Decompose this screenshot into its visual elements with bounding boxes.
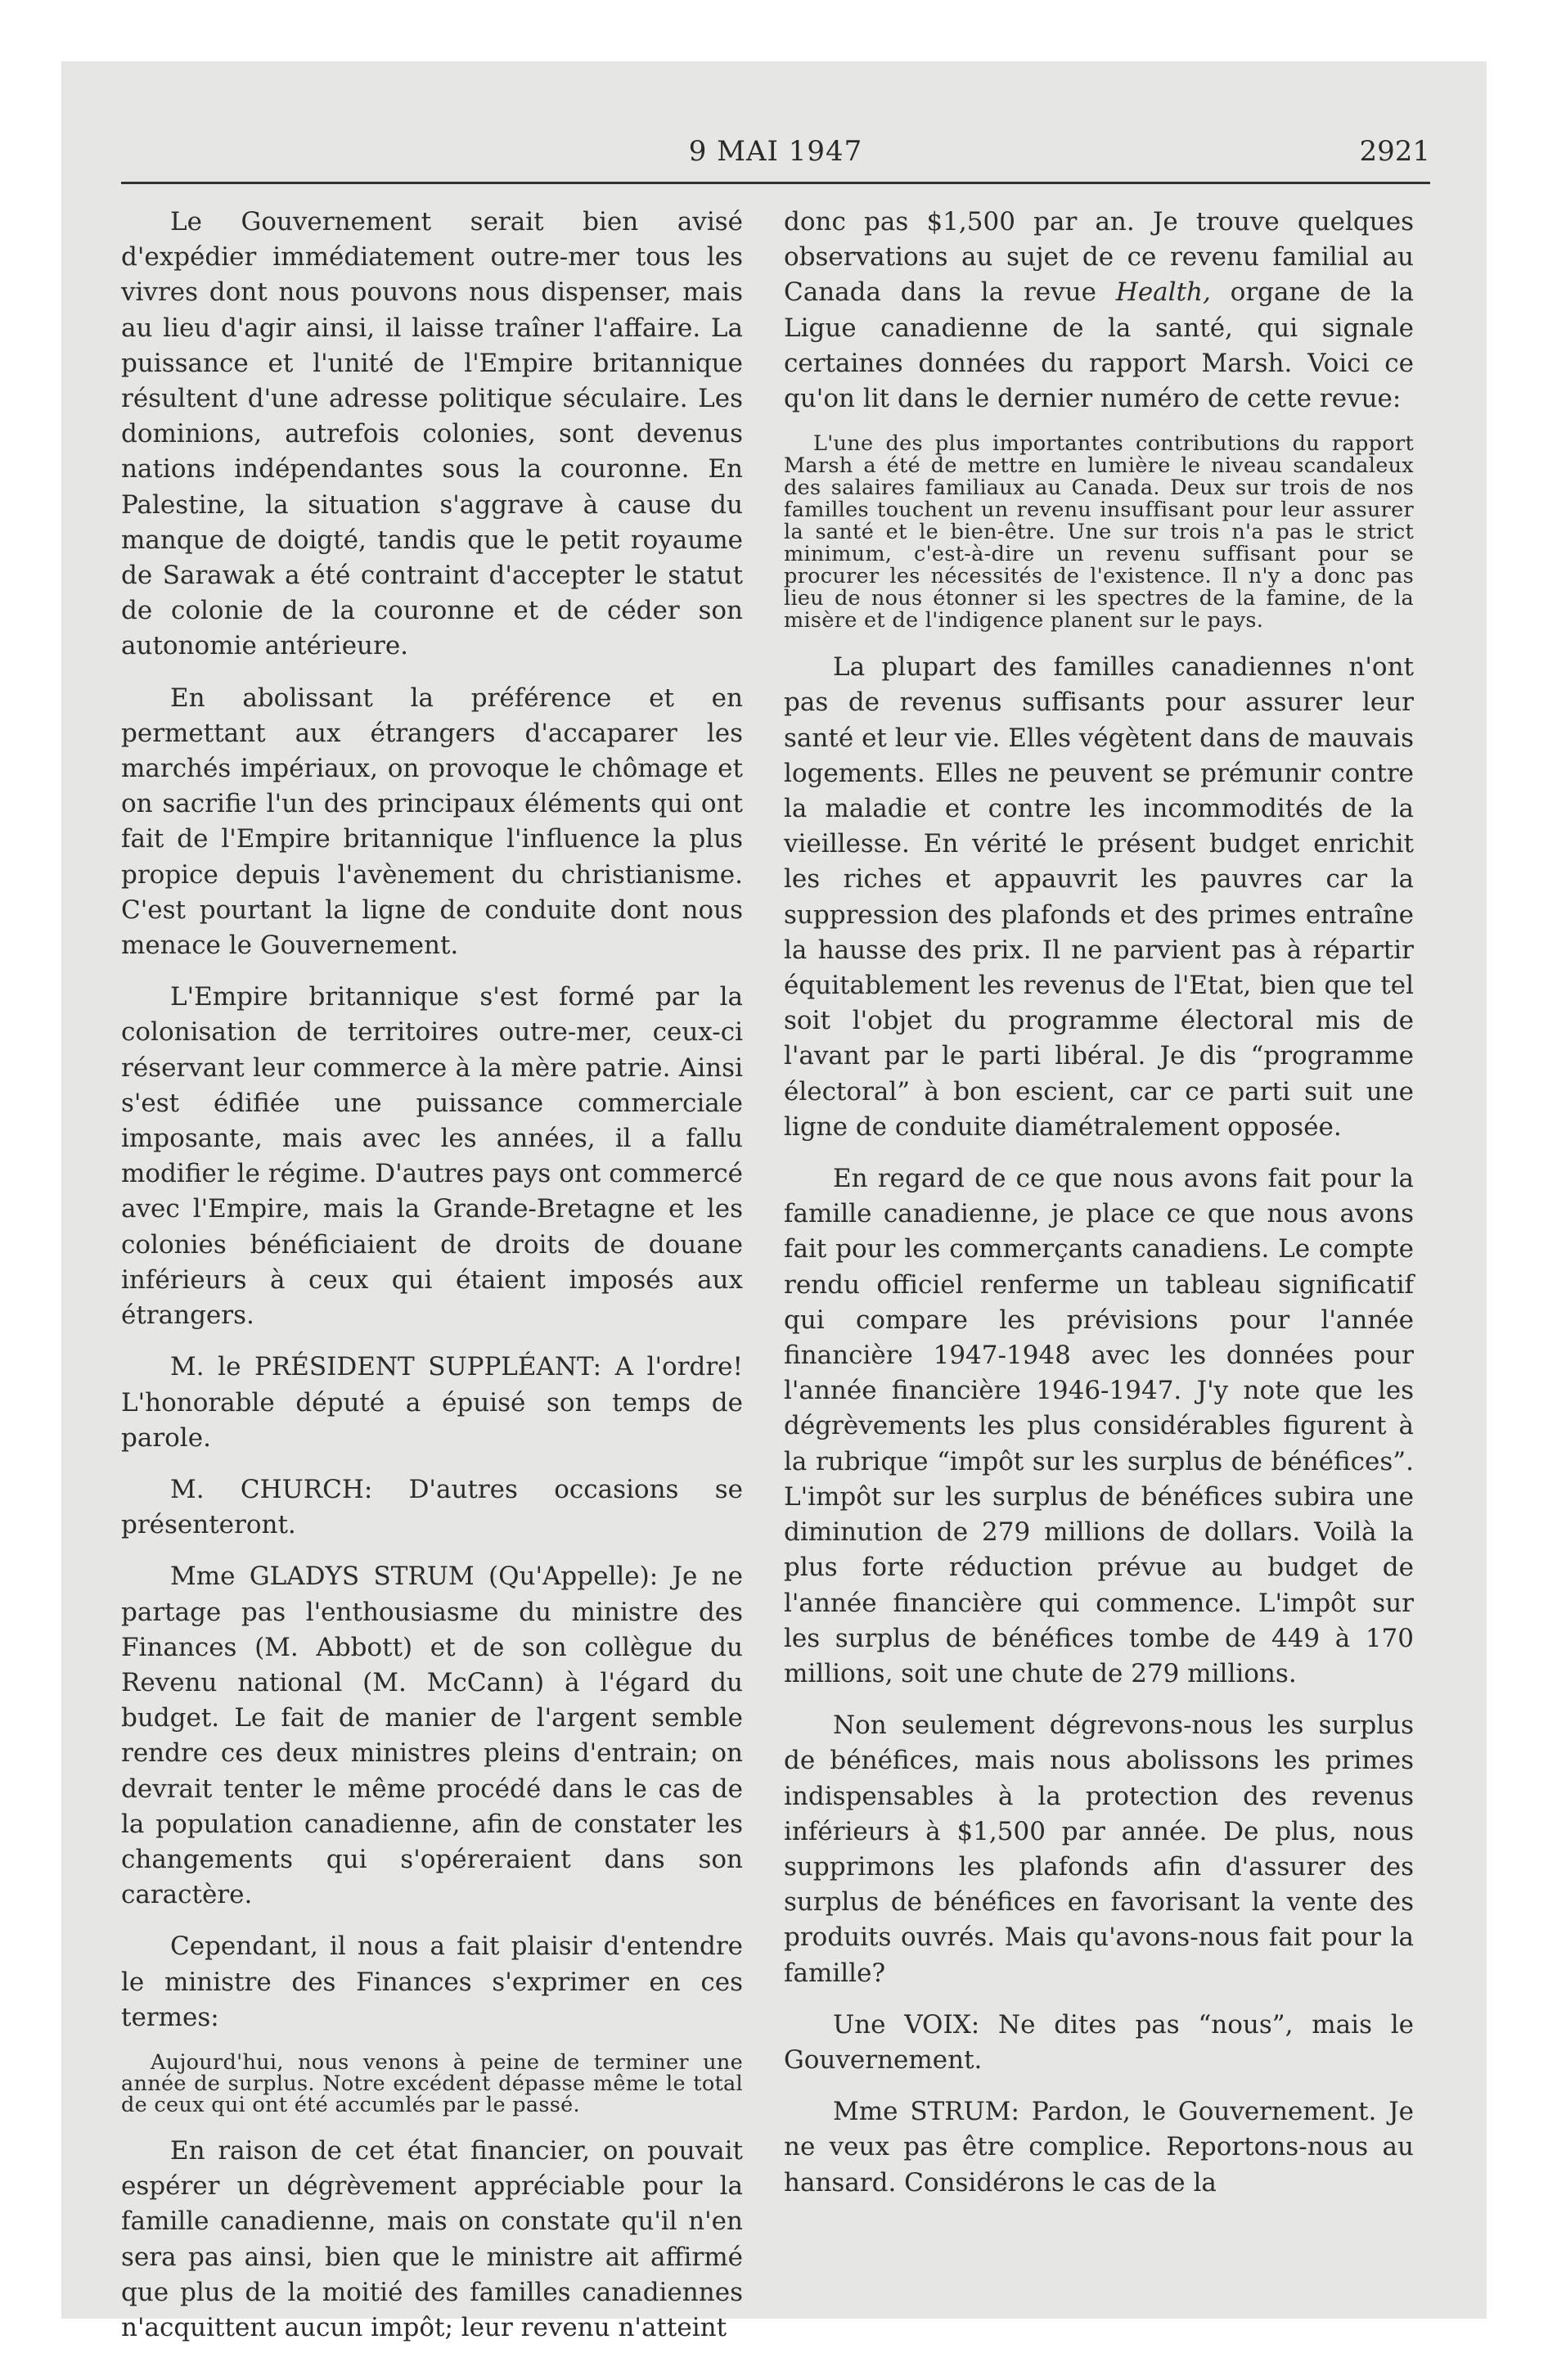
paragraph: Non seulement dégrevons-nous les surplus de bénéfices, mais nous abolissons les primes indispensables à la protection des revenus inférieurs à $1,500 par année. De plus, nous supprimons les plafonds afin d'assurer des surplus de bénéfices en favorisant la vente des produits ouvrés. Mais qu'avons-nous fait pour la famille? [784,1711,1414,1988]
paragraph: En raison de cet état financier, on pouvait espérer un dégrèvement appréciable pour la famille canadienne, mais on constate qu'il n'en sera pas ainsi, bien que le ministre ait affirmé que plus de la moitié des familles canadiennes n'acquittent aucun impôt; leur revenu n'atteint [121,2135,743,2342]
speaker-paragraph: Une VOIX: Ne dites pas “nous”, mais le Gouvernement. [784,2009,1414,2075]
paragraph: La plupart des familles canadiennes n'ont pas de revenus suffisants pour assurer leur santé et leur vie. Elles végètent dans de mauvais logements. Elles ne peuvent se prémunir contre la maladie et contre les incommodités de la vieillesse. En vérité le présent budget enrichit les riches et appauvrit les pauvres car la suppression des plafonds et des primes entraîne la hausse des prix. Il ne parvient pas à répartir équitablement les revenus de l'Etat, bien que tel soit l'objet du programme électoral mis de l'avant par le parti libéral. Je dis “programme électoral” à bon escient, car ce parti suit une ligne de conduite diamétralement opposée. [784,652,1414,1142]
left-column [121,205,743,2362]
paragraph: En regard de ce que nous avons fait pour la famille canadienne, je place ce que nous avons fait pour les commerçants canadiens. Le compte rendu officiel renferme un tableau significatif qui compare les prévisions pour l'année financière 1947-1948 avec les données pour l'année financière 1946-1947. J'y note que les dégrèvements les plus considérables figurent à la rubrique “impôt sur les surplus de bénéfices”. L'impôt sur les surplus de bénéfices subira une diminution de 279 millions de dollars. Voilà la plus forte réduction prévue au budget de l'année financière qui commence. L'impôt sur les surplus de bénéfices tombe de 449 à 170 millions, soit une chute de 279 millions. [784,1164,1414,1688]
speaker-paragraph: Mme GLADYS STRUM (Qu'Appelle): Je ne partage pas l'enthousiasme du ministre des Finances (M. Abbott) et de son collègue du Revenu national (M. McCann) à l'égard du budget. Le fait de manier de l'argent semble rendre ces deux ministres pleins d'entrain; on devrait tenter le même procédé dans le cas de la population canadienne, afin de constater les changements qui s'opéreraient dans son caractère. [121,1562,743,1910]
paragraph: En abolissant la préférence et en permettant aux étrangers d'accaparer les marchés impériaux, on provoque le chômage et on sacrifie l'un des principaux éléments qui ont fait de l'Empire britannique l'influence la plus propice depuis l'avènement du christianisme. C'est pourtant la ligne de conduite dont nous menace le Gouvernement. [121,683,743,961]
speaker-paragraph: M. CHURCH: D'autres occasions se présenteront. [121,1474,743,1540]
header-rule [121,182,1430,184]
text-run: organe de la Ligue canadienne de la santé, qui signale certaines données du rapport Marsh. Voici ce qu'on lit dans le dernier numéro de cette revue: [784,277,1414,414]
continuation-paragraph [784,205,1414,417]
paragraph: Le Gouvernement serait bien avisé d'expédier immédiatement outre-mer tous les vivres dont nous pouvons nous dispenser, mais au lieu d'agir ainsi, il laisse traîner l'affaire. La puissance et l'unité de l'Empire britannique résultent d'une adresse politique séculaire. Les dominions, autrefois colonies, sont devenus nations indépendantes sous la couronne. En Palestine, la situation s'aggrave à cause du manque de doigté, tandis que le petit royaume de Sarawak a été contraint d'accepter le statut de colonie de la couronne et de céder son autonomie antérieure. [121,207,743,661]
block-quote: L'une des plus importantes contributions du rapport Marsh a été de mettre en lumière le niveau scandaleux des salaires familiaux au Canada. Deux sur trois de nos familles touchent un revenu insuffisant pour leur assurer la santé et le bien-être. Une sur trois n'a pas le strict minimum, c'est-à-dire un revenu suffisant pour se procurer les nécessités de l'existence. Il n'y a donc pas lieu de nous étonner si les spectres de la famine, de la misère et de l'indigence planent sur le pays. [784,431,1414,633]
paragraph: L'Empire britannique s'est formé par la colonisation de territoires outre-mer, ceux-ci réservant leur commerce à la mère patrie. Ainsi s'est édifiée une puissance commerciale imposante, mais avec les années, il a fallu modifier le régime. D'autres pays ont commercé avec l'Empire, mais la Grande-Bretagne et les colonies bénéficiaient de droits de douane inférieurs à ceux qui étaient imposés aux étrangers. [121,982,743,1331]
text-run: donc pas $1,500 par an. Je trouve quelques observations au sujet de ce revenu familial au Canada dans la revue [784,207,1414,308]
page-header [121,135,1430,184]
speaker-paragraph: Mme STRUM: Pardon, le Gouvernement. Je ne veux pas être complice. Reportons-nous au hansard. Considérons le cas de la [784,2097,1414,2197]
page-date: 9 MAI 1947 [688,135,863,168]
journal-title: Health, [1115,277,1211,308]
speaker-paragraph: M. le PRÉSIDENT SUPPLÉANT: A l'ordre! L'honorable député a épuisé son temps de parole. [121,1352,743,1453]
paragraph: Cependant, il nous a fait plaisir d'entendre le ministre des Finances s'exprimer en ces termes: [121,1931,743,2032]
block-quote: Aujourd'hui, nous venons à peine de terminer une année de surplus. Notre excédent dépasse même le total de ceux qui ont été accumlés par le passé. [121,2049,743,2117]
right-column [784,205,1414,2217]
page-number: 2921 [1359,135,1430,168]
